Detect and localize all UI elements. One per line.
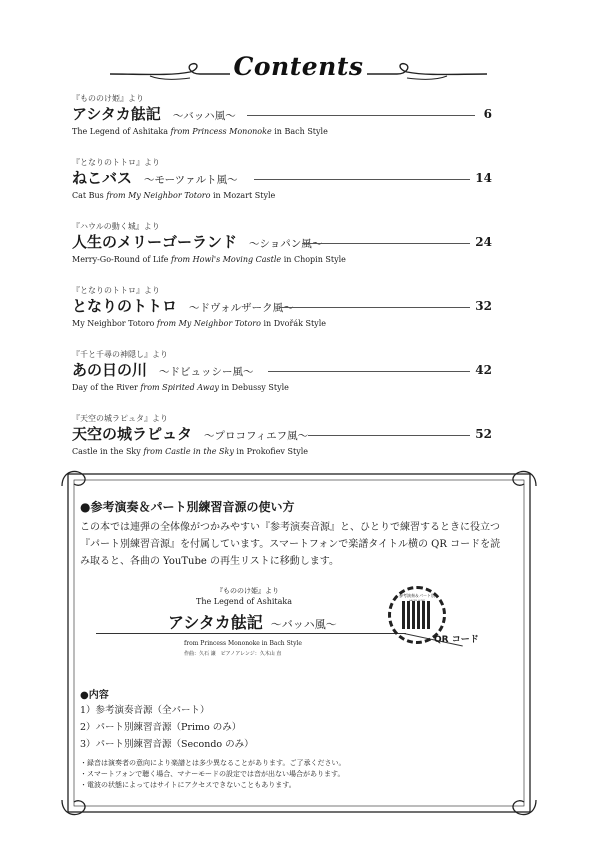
style-jp: ～モーツァルト風～ [144,174,238,186]
page-title: Contents [233,52,364,81]
contents-header [0,38,597,98]
style-en: in Bach Style [274,127,328,136]
title-en: Day of the River [72,383,138,392]
audio-info-box [60,466,538,820]
from-en: from My Neighbor Totoro [106,191,211,200]
style-jp: ～ドビュッシー風～ [159,366,254,378]
box-heading: ●参考演奏＆パート別練習音源の使い方 [80,500,295,514]
list-item: 3）パート別練習音源（Secondo のみ） [80,739,254,750]
toc-entry[interactable] [72,286,492,329]
from-en: from Princess Mononoke [170,127,272,136]
list-item: 1）参考演奏音源（全パート） [80,705,210,716]
from-en: from My Neighbor Totoro [156,319,261,328]
title-en: Merry-Go-Round of Life [72,255,169,264]
title-en: Cat Bus [72,191,104,200]
contents-heading: ●内容 [80,690,109,701]
notes: ・録音は演奏者の意向により楽譜とは多少異なることがあります。ご了承ください。 ・スマートフォンで聴く場合、マナーモードの設定では音が出ない場合があります。 ・電波の状態によってはサイトにアクセスできないこともあります。 [80,759,346,789]
box-paragraph: この本では連弾の全体像がつかみやすい『参考演奏音源』と、ひとりで練習するときに役立つ 『パート別練習音源』を付属しています。スマートフォンで楽譜タイトル横の QR コードを読 み取ると、各曲の YouTube の再生リストに移動します。 [80,522,501,567]
list-item: 2）パート別練習音源（Primo のみ） [80,722,242,733]
title-en: The Legend of Ashitaka [72,127,168,136]
style-en: in Prokofiev Style [236,447,309,456]
title-jp: あの日の川 [72,361,148,379]
title-jp: ねこバス [72,169,133,187]
page-number: 42 [475,363,492,377]
title-jp: 天空の城ラピュタ [72,425,193,443]
from-en: from Howl's Moving Castle [170,255,282,264]
contents-list [80,702,254,753]
source-film: 『もののけ姫』より [72,94,144,103]
title-en: My Neighbor Totoro [72,319,155,328]
leader-line [268,371,470,372]
source-film: 『となりのトトロ』より [72,286,160,295]
toc-entry[interactable] [72,158,492,201]
style-jp: ～バッハ風～ [172,110,236,122]
qr-label: QR コード [434,635,479,645]
style-jp: ～プロコフィエフ風～ [204,430,309,442]
page-number: 6 [483,107,492,121]
from-en: from Spirited Away [140,383,219,392]
style-jp: ～ショパン風～ [249,238,323,250]
from-en: from Castle in the Sky [143,447,234,456]
style-en: in Debussy Style [221,383,289,392]
style-en: in Mozart Style [212,191,276,200]
leader-line [280,307,470,308]
source-film: 『千と千尋の神隠し』より [72,350,168,359]
title-jp: アシタカ䏻記 [72,105,161,123]
page-number: 24 [475,235,492,249]
leader-line [247,115,475,116]
page-number: 14 [475,171,492,185]
qr-code-icon[interactable]: 参考演奏＆パート別 [388,586,446,644]
title-en: Castle in the Sky [72,447,141,456]
title-jp: となりのトトロ [72,297,178,315]
source-film: 『天空の城ラピュタ』より [72,414,168,423]
page-number: 52 [475,427,492,441]
leader-line [308,435,470,436]
leader-line [302,243,470,244]
style-en: in Dvořák Style [263,319,326,328]
style-en: in Chopin Style [283,255,346,264]
toc-entry[interactable] [72,414,492,457]
sample-score-title: 『もののけ姫』より The Legend of Ashitaka アシタカ䏻記 ～バッハ風～ from Princess Mononoke in Bach Style 作曲：久石 譲 ピアノアレンジ：久木山 直 参考演奏＆パート別 QR コード [96,586,496,666]
page-number: 32 [475,299,492,313]
source-film: 『となりのトトロ』より [72,158,160,167]
source-film: 『ハウルの動く城』より [72,222,160,231]
toc-entry[interactable] [72,350,492,393]
toc-entry[interactable] [72,94,492,137]
title-jp: 人生のメリーゴーランド [72,233,238,251]
style-jp: ～ドヴォルザーク風～ [189,302,294,314]
toc-entry[interactable] [72,222,492,265]
leader-line [254,179,470,180]
